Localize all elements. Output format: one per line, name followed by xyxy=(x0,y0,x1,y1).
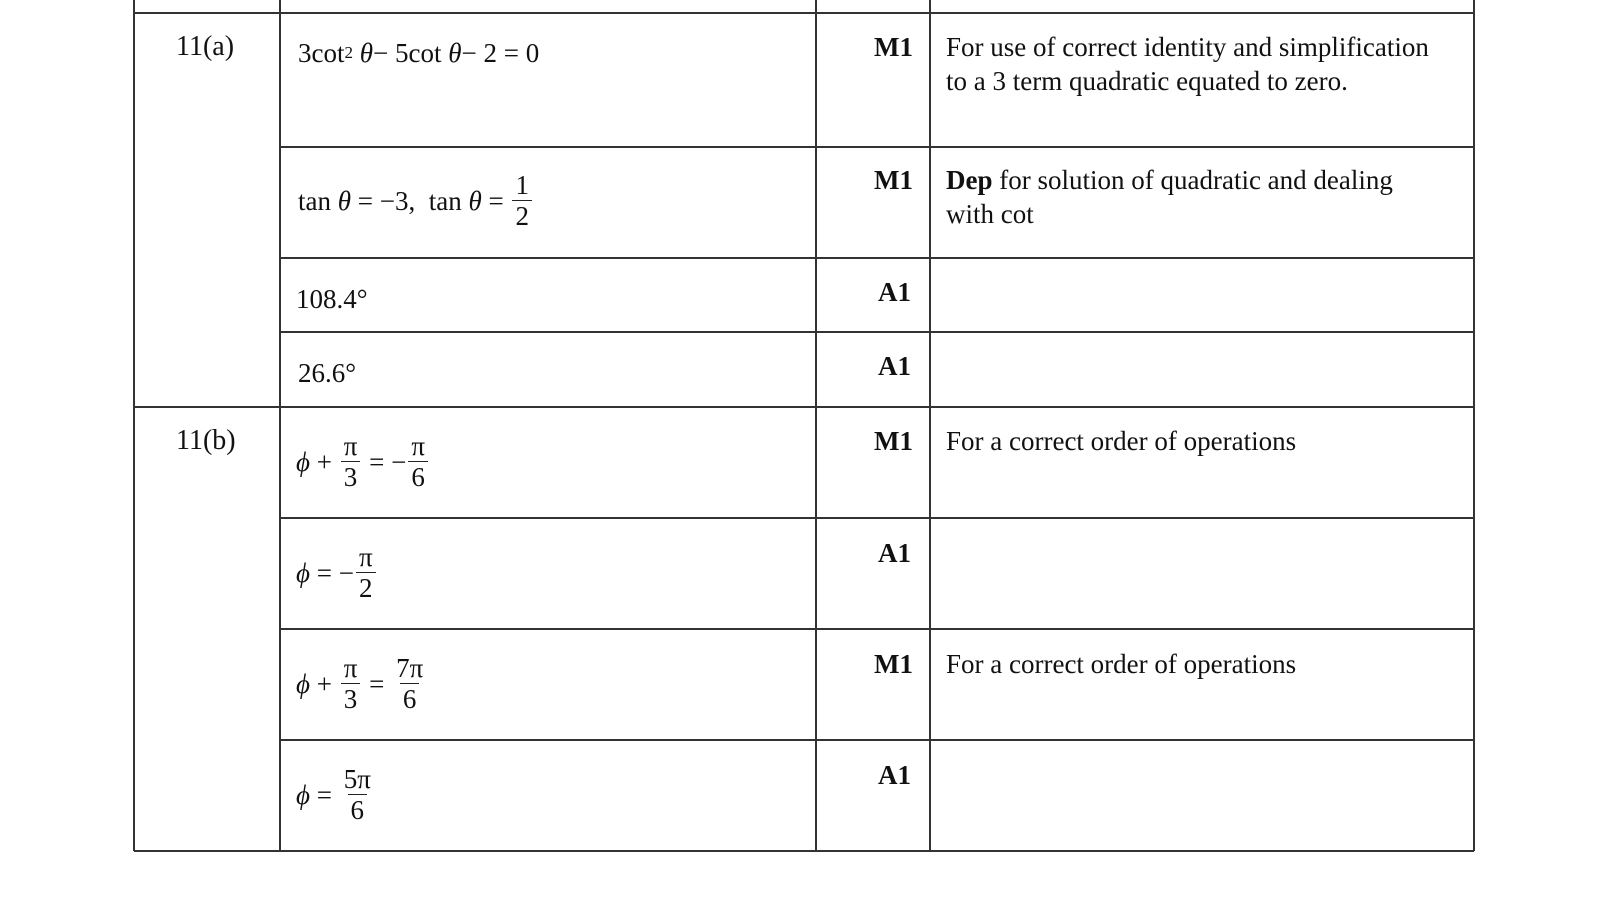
theta-symbol: θ xyxy=(468,185,482,216)
equation-term: − 2 = 0 xyxy=(461,38,540,68)
theta-symbol: θ xyxy=(448,38,462,68)
phi-symbol: ϕ xyxy=(296,446,310,477)
equation-term: − 5 xyxy=(373,38,409,68)
equation-term: = xyxy=(481,185,511,216)
denominator: 6 xyxy=(400,683,420,714)
equation-tan-solutions xyxy=(298,170,534,231)
theta-symbol: θ xyxy=(337,185,352,216)
cot-function: cot xyxy=(311,38,345,68)
fraction xyxy=(356,542,376,603)
question-number-11b: 11(b) xyxy=(176,425,236,456)
denominator: 6 xyxy=(408,461,428,492)
fraction xyxy=(512,170,532,231)
numerator: π xyxy=(411,431,425,461)
comment-text: For use of correct identity and simplification to a 3 term quadratic equated to zero. xyxy=(946,32,1429,96)
phi-symbol: ϕ xyxy=(296,779,310,810)
phi-symbol: ϕ xyxy=(296,557,310,588)
cot-function: cot xyxy=(408,38,442,68)
equation-phi-minus-pi-half xyxy=(296,542,378,603)
operator: + xyxy=(309,446,339,477)
phi-symbol: ϕ xyxy=(296,668,310,699)
mark-m1: M1 xyxy=(874,426,913,456)
operator: = − xyxy=(309,557,354,588)
operator: = xyxy=(309,779,339,810)
numerator: 1 xyxy=(515,170,529,200)
equation-phi-plus-pi-third-seven-pi xyxy=(296,653,428,714)
fraction xyxy=(341,431,361,492)
fraction xyxy=(341,764,374,825)
operator: + xyxy=(309,668,339,699)
denominator: 3 xyxy=(341,683,361,714)
numerator: π xyxy=(343,653,358,683)
tan-function: tan xyxy=(428,185,462,216)
equation-term: = −3, xyxy=(351,185,429,216)
numerator: π xyxy=(358,542,373,572)
comment-text: For a correct order of operations xyxy=(946,649,1297,679)
operator: = − xyxy=(362,446,407,477)
tan-function: tan xyxy=(298,185,331,216)
mark-a1: A1 xyxy=(878,538,911,568)
mark-a1: A1 xyxy=(878,277,911,307)
denominator: 2 xyxy=(356,572,376,603)
answer-value: 108.4° xyxy=(296,284,368,314)
numerator: 5π xyxy=(343,764,371,794)
equation-phi-plus-pi-third xyxy=(296,431,430,492)
denominator: 2 xyxy=(512,200,532,231)
fraction xyxy=(393,653,426,714)
mark-m1: M1 xyxy=(874,165,913,195)
operator: = xyxy=(362,668,392,699)
question-number-11a: 11(a) xyxy=(176,31,235,62)
answer-value: 26.6° xyxy=(298,358,357,388)
comment-text: For a correct order of operations xyxy=(946,426,1297,456)
comment-text xyxy=(946,163,1446,231)
denominator: 3 xyxy=(341,461,361,492)
numerator: π xyxy=(343,431,358,461)
fraction xyxy=(408,431,428,492)
denominator: 6 xyxy=(348,794,368,825)
numerator: 7π xyxy=(396,653,424,683)
equation-cot-quadratic: 3 cot 2 θ − 5 cot θ − 2 = 0 xyxy=(298,38,540,68)
mark-m1: M1 xyxy=(874,32,913,62)
mark-a1: A1 xyxy=(878,351,911,381)
mark-a1: A1 xyxy=(878,760,911,790)
dep-label: Dep xyxy=(946,165,993,195)
fraction xyxy=(341,653,361,714)
comment-body: for solution of quadratic and dealing with cot xyxy=(946,165,1393,229)
coefficient: 3 xyxy=(298,38,312,68)
theta-symbol: θ xyxy=(359,38,374,68)
mark-m1: M1 xyxy=(874,649,913,679)
equation-phi-five-pi-sixth xyxy=(296,764,376,825)
